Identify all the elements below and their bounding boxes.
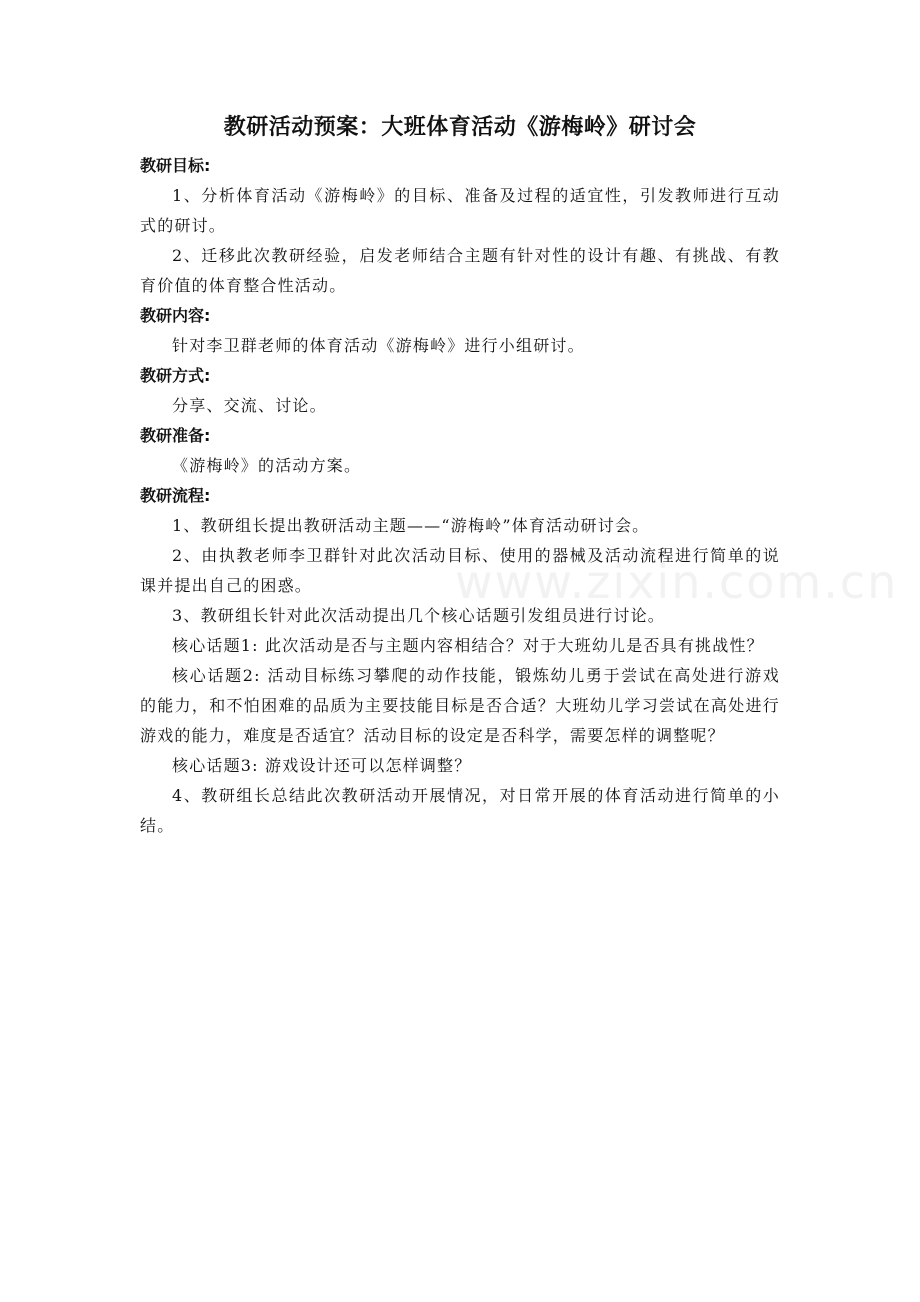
section-heading-method: 教研方式: (140, 366, 211, 385)
flow-item-3: 3、教研组长针对此次活动提出几个核心话题引发组员进行讨论。 (172, 606, 665, 625)
core-topic-2: 核心话题2: 活动目标练习攀爬的动作技能，锻炼幼儿勇于尝试在高处进行游戏的能力，和不怕困难的品质为主要技能目标是否合适？大班幼儿学习尝试在高处进行游戏的能力，难度是否适宜？活动目标的设定是否科学，需要怎样的调整呢？ (140, 666, 780, 745)
watermark: www.zixin.com.cn (455, 555, 899, 609)
goal-item-1: 1、分析体育活动《游梅岭》的目标、准备及过程的适宜性，引发教师进行互动式的研讨。 (140, 186, 780, 235)
section-heading-preparation: 教研准备: (140, 426, 211, 445)
goal-item-2: 2、迁移此次教研经验，启发老师结合主题有针对性的设计有趣、有挑战、有教育价值的体育整合性活动。 (140, 246, 780, 295)
flow-item-2: 2、由执教老师李卫群针对此次活动目标、使用的器械及活动流程进行简单的说课并提出自己的困惑。 (140, 546, 780, 595)
flow-item-1: 1、教研组长提出教研活动主题——“游梅岭”体育活动研讨会。 (172, 516, 650, 535)
preparation-text: 《游梅岭》的活动方案。 (172, 456, 362, 475)
content-text: 针对李卫群老师的体育活动《游梅岭》进行小组研讨。 (172, 336, 585, 355)
core-topic-1: 核心话题1: 此次活动是否与主题内容相结合？对于大班幼儿是否具有挑战性？ (172, 636, 764, 655)
section-heading-content: 教研内容: (140, 306, 211, 325)
core-topic-3: 核心话题3: 游戏设计还可以怎样调整？ (172, 756, 472, 775)
document-body (140, 113, 780, 841)
document-title: 教研活动预案：大班体育活动《游梅岭》研讨会 (223, 115, 697, 140)
section-heading-goals: 教研目标: (140, 156, 211, 175)
section-heading-flow: 教研流程: (140, 486, 211, 505)
method-text: 分享、交流、讨论。 (172, 396, 327, 415)
flow-item-4: 4、教研组长总结此次教研活动开展情况，对日常开展的体育活动进行简单的小结。 (140, 786, 780, 835)
